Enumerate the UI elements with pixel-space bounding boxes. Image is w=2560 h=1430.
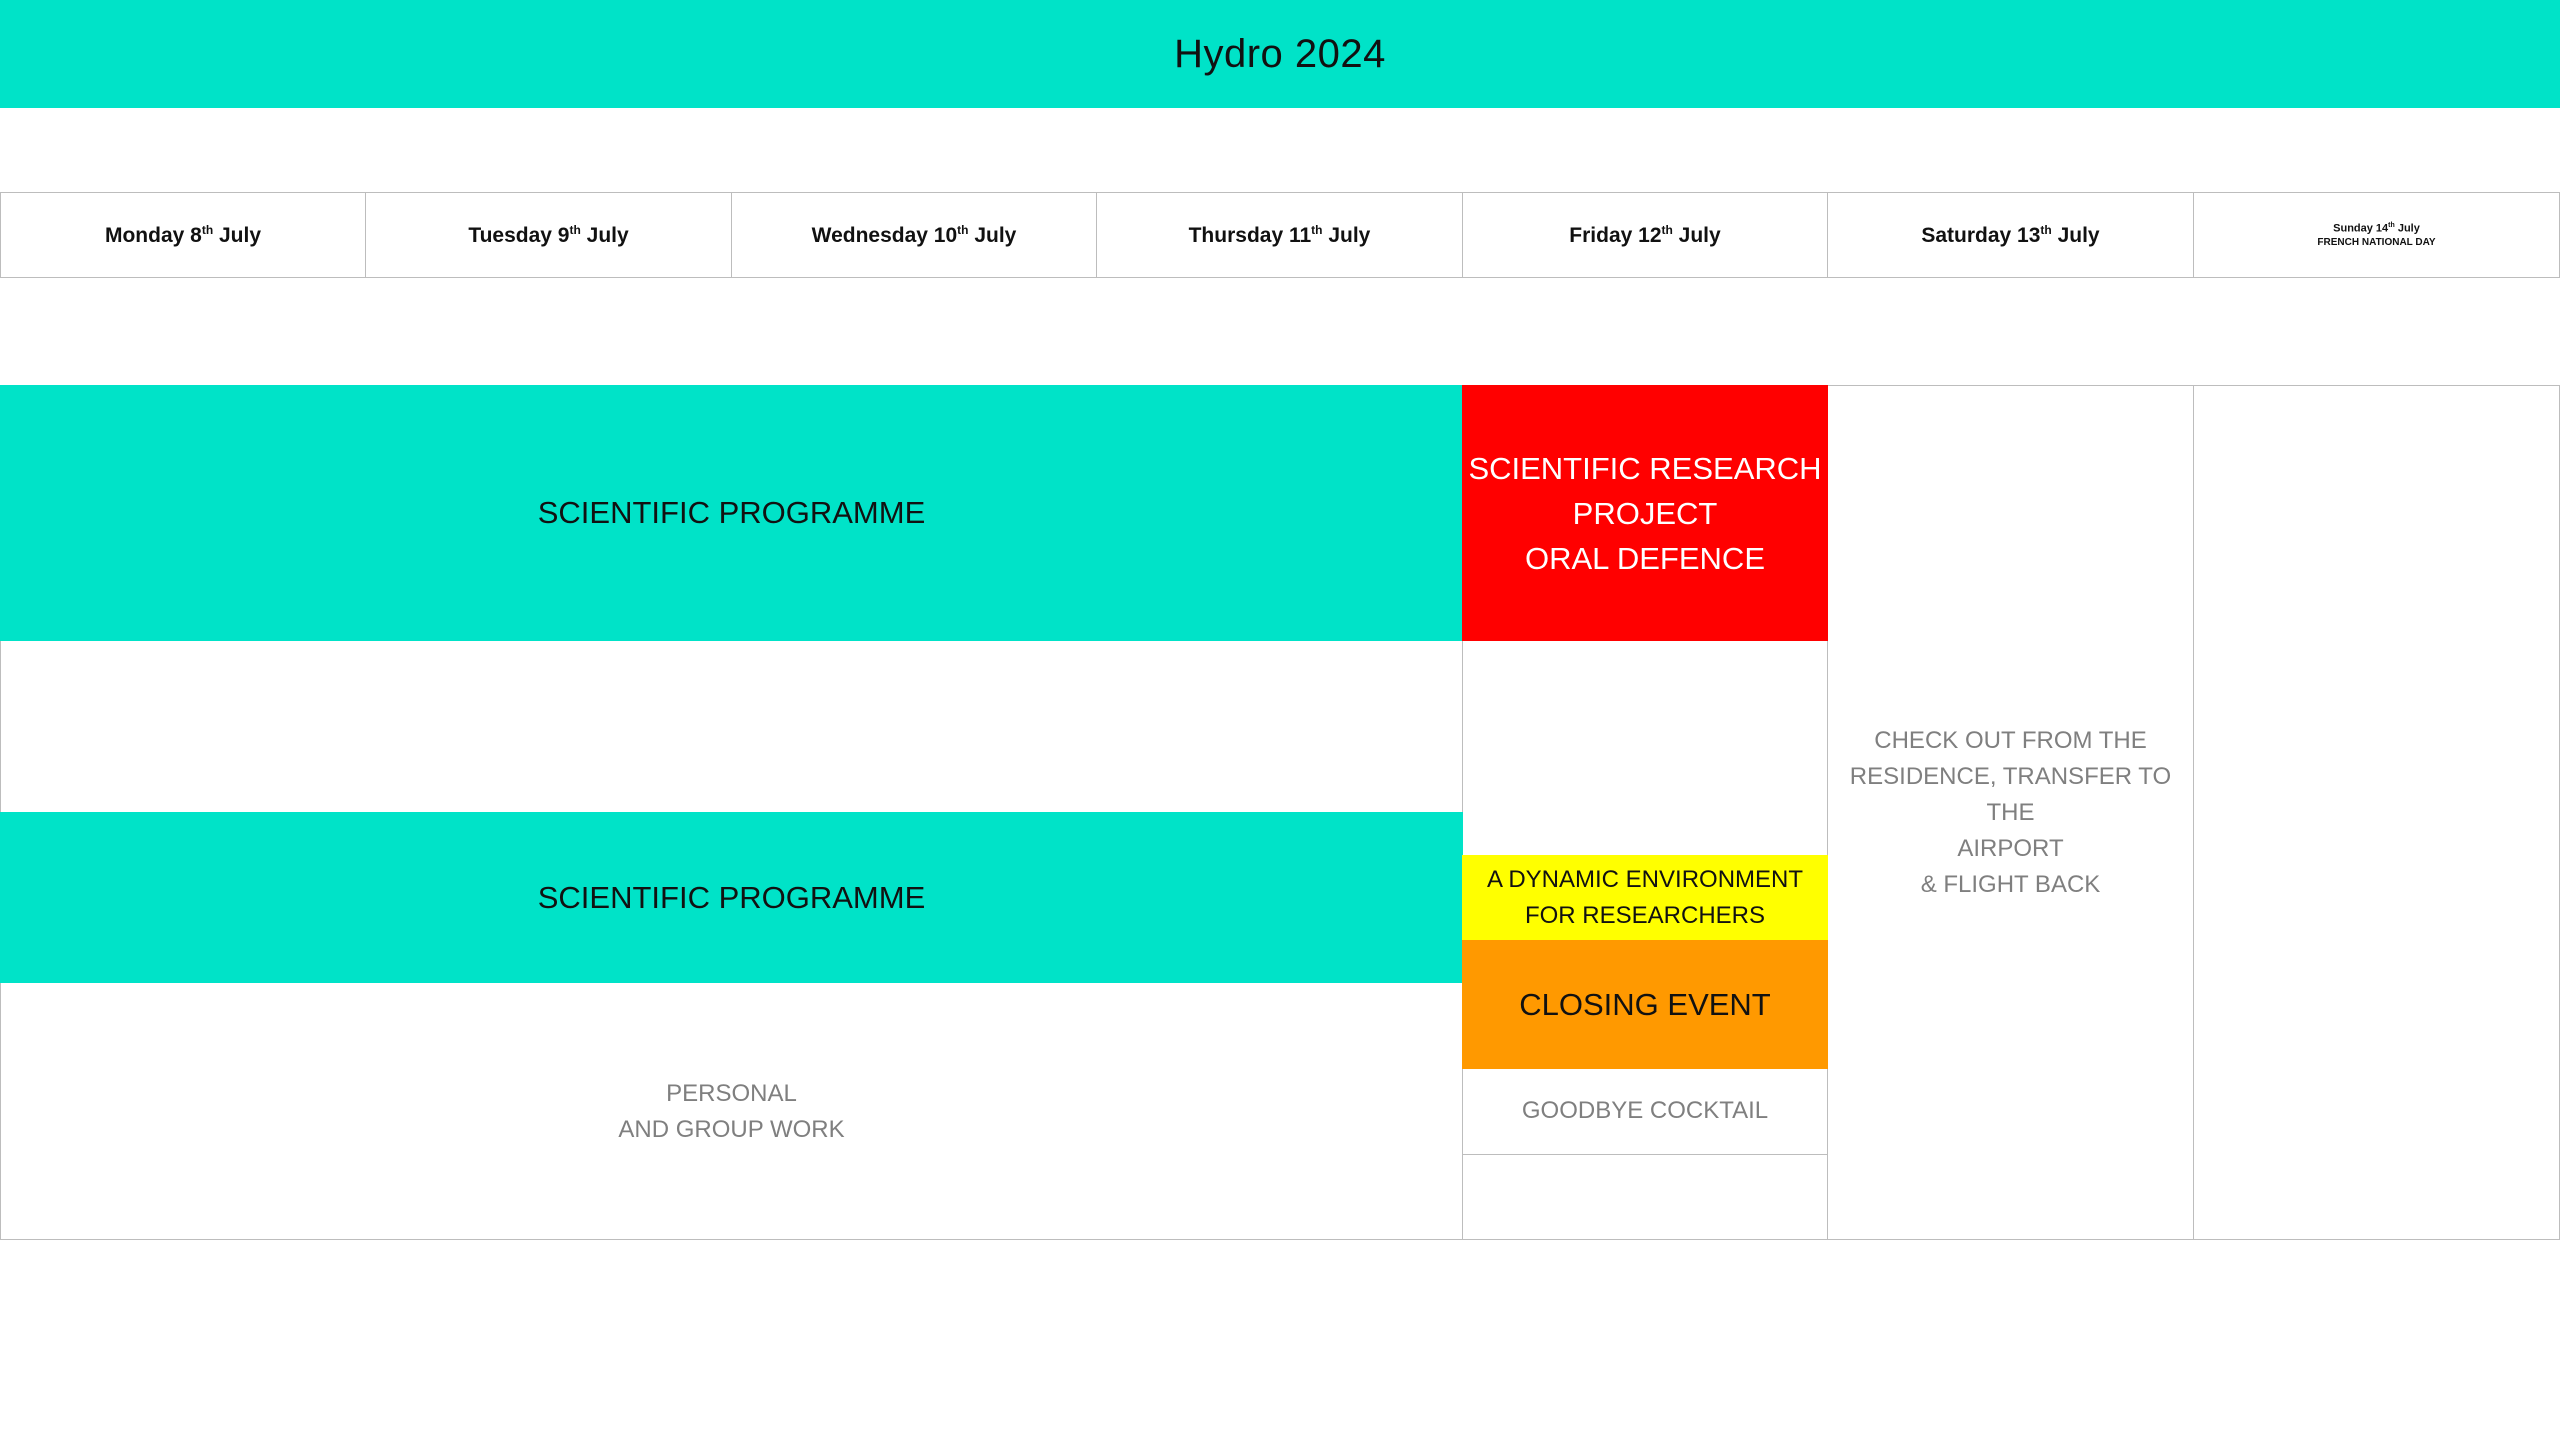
day-header-sunday: Sunday 14th July FRENCH NATIONAL DAY <box>2193 192 2560 278</box>
goodbye-cocktail-block: GOODBYE COCKTAIL <box>1462 1068 1828 1155</box>
day-header-monday: Monday 8th July <box>0 192 366 278</box>
day-header-wednesday: Wednesday 10th July <box>731 192 1097 278</box>
sunday-column <box>2193 385 2560 1240</box>
day-header-saturday: Saturday 13th July <box>1827 192 2194 278</box>
scientific-programme-afternoon: SCIENTIFIC PROGRAMME <box>0 812 1463 983</box>
saturday-checkout-block: CHECK OUT FROM THE RESIDENCE, TRANSFER TO THE AIRPORT & FLIGHT BACK <box>1827 385 2194 1240</box>
dynamic-environment-block: A DYNAMIC ENVIRONMENT FOR RESEARCHERS <box>1462 855 1828 941</box>
day-header-friday: Friday 12th July <box>1462 192 1828 278</box>
personal-group-work-block: PERSONAL AND GROUP WORK <box>618 1079 845 1143</box>
closing-event-block: CLOSING EVENT <box>1462 940 1828 1069</box>
sunday-note: FRENCH NATIONAL DAY <box>2317 236 2436 248</box>
oral-defence-block: SCIENTIFIC RESEARCH PROJECT ORAL DEFENCE <box>1462 385 1828 641</box>
day-header-tuesday: Tuesday 9th July <box>365 192 732 278</box>
day-header-thursday: Thursday 11th July <box>1096 192 1463 278</box>
scientific-programme-morning: SCIENTIFIC PROGRAMME <box>0 385 1463 641</box>
page-title: Hydro 2024 <box>1174 31 1386 76</box>
title-bar <box>0 0 2560 108</box>
